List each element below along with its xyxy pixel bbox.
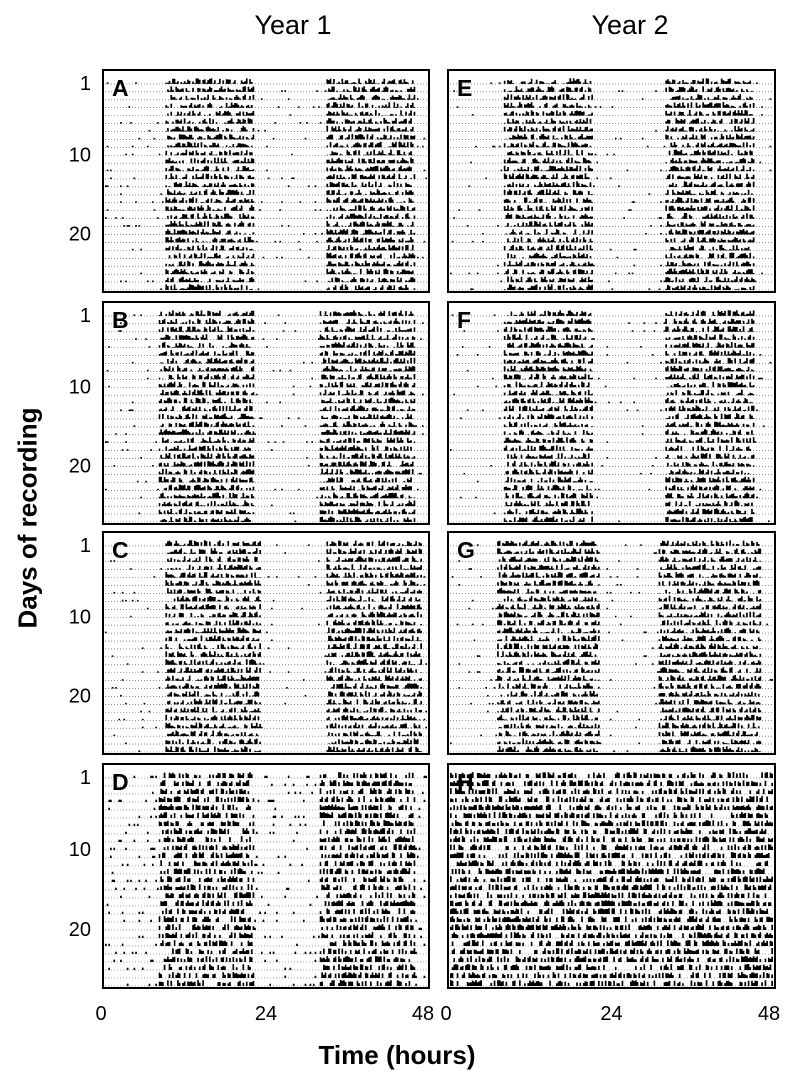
x-tick-label-48: 48 <box>411 1003 435 1025</box>
panel-frame <box>448 532 775 754</box>
panel-letter-E: E <box>457 75 473 101</box>
panel-frame <box>103 302 429 524</box>
column-title-year2: Year 2 <box>591 10 669 40</box>
y-tick-label-1: 1 <box>79 304 91 327</box>
panel-letter-C: C <box>112 537 129 563</box>
panel-E <box>448 70 775 292</box>
y-tick-label-10: 10 <box>68 839 91 861</box>
panel-D <box>69 764 434 1025</box>
panel-F <box>448 302 775 524</box>
column-title-year1: Year 1 <box>254 10 332 40</box>
y-tick-label-1: 1 <box>79 534 91 557</box>
panel-letter-G: G <box>457 537 475 563</box>
x-tick-label-24: 24 <box>600 1003 623 1025</box>
panel-frame <box>103 70 429 292</box>
panel-C <box>69 532 429 754</box>
panel-G <box>448 532 775 754</box>
panel-letter-A: A <box>112 75 129 101</box>
x-tick-label-48: 48 <box>757 1003 781 1025</box>
panel-frame <box>448 70 775 292</box>
x-axis-label: Time (hours) <box>318 1040 476 1070</box>
panel-B <box>69 302 429 524</box>
y-tick-label-20: 20 <box>68 919 91 941</box>
panel-frame <box>103 532 429 754</box>
x-tick-label-24: 24 <box>254 1003 278 1025</box>
y-tick-label-10: 10 <box>68 144 91 167</box>
y-tick-label-10: 10 <box>68 606 91 629</box>
panel-letter-H: H <box>457 769 474 795</box>
panel-frame <box>448 302 775 524</box>
panel-letter-B: B <box>112 307 129 333</box>
y-tick-label-20: 20 <box>68 685 91 708</box>
panel-H <box>440 764 780 1025</box>
y-tick-label-20: 20 <box>68 223 91 246</box>
y-tick-label-20: 20 <box>68 455 91 478</box>
panel-letter-F: F <box>457 307 472 333</box>
y-tick-label-1: 1 <box>79 72 91 95</box>
x-tick-label-0: 0 <box>95 1003 107 1025</box>
y-axis-label: Days of recording <box>12 407 43 629</box>
x-tick-label-0: 0 <box>440 1003 452 1025</box>
panel-letter-D: D <box>112 769 129 795</box>
panel-A <box>69 70 429 292</box>
y-tick-label-10: 10 <box>68 376 91 399</box>
y-tick-label-1: 1 <box>79 767 91 789</box>
